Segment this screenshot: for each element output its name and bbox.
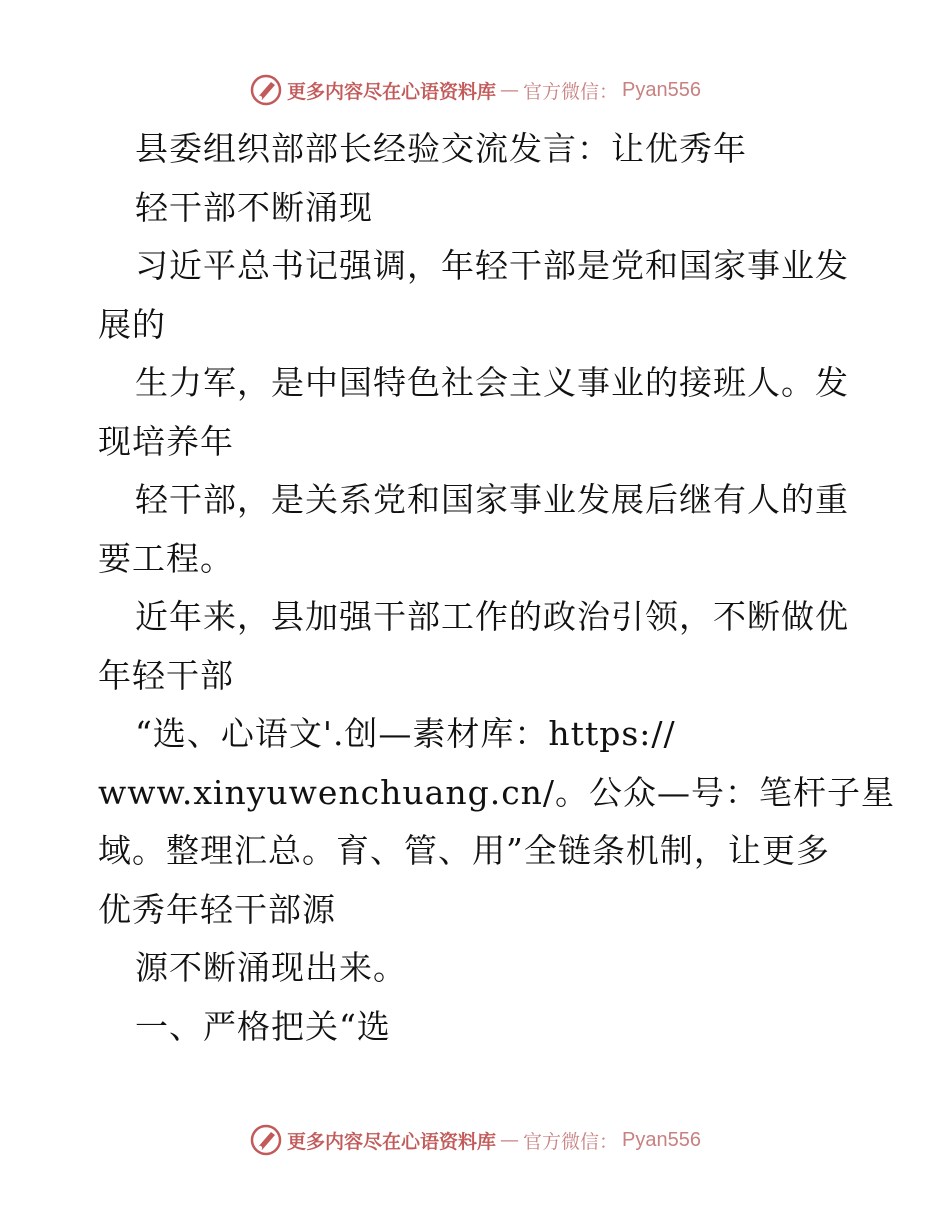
header-banner bbox=[0, 70, 950, 110]
paragraph-line: 优秀年轻干部源 bbox=[98, 889, 336, 929]
paragraph-line: 要工程。 bbox=[98, 538, 234, 578]
paragraph-line: www.xinyuwenchuang.cn/。公众—号：笔杆子星 bbox=[98, 772, 896, 812]
title-line-2: 轻干部不断涌现 bbox=[135, 187, 373, 227]
banner-text: 更多内容尽在心语资料库 bbox=[287, 1130, 497, 1153]
paragraph-line: 轻干部，是关系党和国家事业发展后继有人的重 bbox=[135, 480, 849, 519]
paragraph-line: 年轻干部 bbox=[98, 655, 234, 695]
pen-logo-icon bbox=[249, 1123, 283, 1157]
banner-separator: — bbox=[500, 79, 520, 101]
banner-text: 更多内容尽在心语资料库 bbox=[287, 80, 497, 103]
footer-banner bbox=[0, 1120, 950, 1160]
banner-wechat-label: 官方微信： bbox=[523, 1130, 619, 1153]
brand bbox=[249, 1123, 701, 1157]
banner-wechat-label: 官方微信： bbox=[523, 80, 619, 103]
paragraph-line: 生力军，是中国特色社会主义事业的接班人。发 bbox=[135, 363, 849, 402]
title-line-1: 县委组织部部长经验交流发言：让优秀年 bbox=[135, 129, 747, 168]
paragraph-line: 近年来，县加强干部工作的政治引领，不断做优 bbox=[135, 597, 849, 636]
section-heading: 一、严格把关“选 bbox=[135, 1006, 391, 1046]
banner-wechat-id: Pyan556 bbox=[622, 78, 701, 101]
banner-wechat-id: Pyan556 bbox=[622, 1128, 701, 1151]
pen-logo-icon bbox=[249, 73, 283, 107]
brand bbox=[249, 73, 701, 107]
paragraph-line: “选、心语文'.创—素材库：https:// bbox=[135, 714, 676, 753]
paragraph-line: 源不断涌现出来。 bbox=[135, 948, 407, 987]
banner-separator: — bbox=[500, 1129, 520, 1151]
paragraph-line: 习近平总书记强调，年轻干部是党和国家事业发 bbox=[135, 246, 849, 285]
paragraph-line: 展的 bbox=[98, 304, 166, 344]
document-body bbox=[98, 120, 896, 1056]
paragraph-line: 域。整理汇总。育、管、用”全链条机制，让更多 bbox=[98, 831, 830, 870]
paragraph-line: 现培养年 bbox=[98, 421, 234, 461]
